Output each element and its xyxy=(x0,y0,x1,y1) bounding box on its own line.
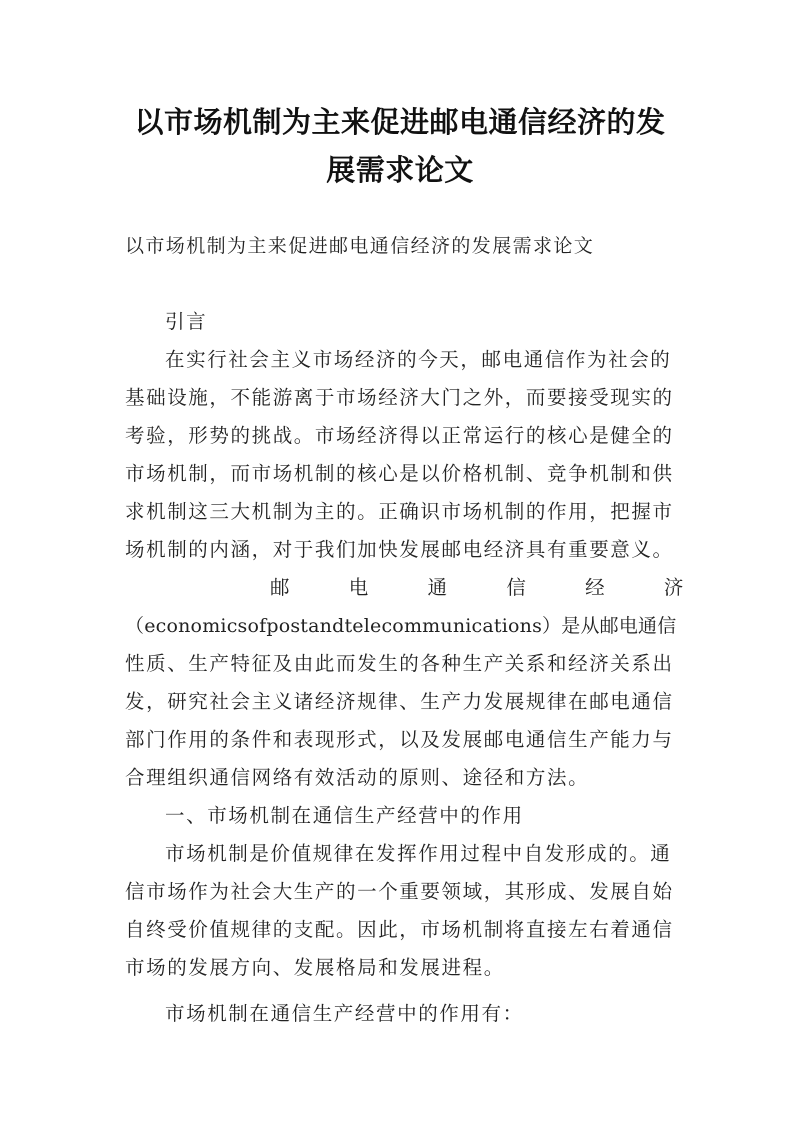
intro-heading: 引言 xyxy=(165,310,208,333)
para2-line-4: 发，研究社会主义诸经济规律、生产力发展规律在邮电通信 xyxy=(125,690,674,713)
title-line-2: 展需求论文 xyxy=(326,153,474,187)
para2-line-3: 性质、生产特征及由此而发生的各种生产关系和经济关系出 xyxy=(125,652,674,675)
para1-line-1: 在实行社会主义市场经济的今天，邮电通信作为社会的 xyxy=(165,348,672,371)
para3-line-1: 市场机制是价值规律在发挥作用过程中自发形成的。通 xyxy=(165,842,672,865)
document-subtitle: 以市场机制为主来促进邮电通信经济的发展需求论文 xyxy=(125,235,595,257)
para3-line-2: 信市场作为社会大生产的一个重要领域，其形成、发展自始 xyxy=(125,880,674,903)
para2-line-6: 合理组织通信网络有效活动的原则、途径和方法。 xyxy=(125,766,590,789)
para3-line-4: 市场的发展方向、发展格局和发展进程。 xyxy=(125,956,505,979)
para4-line-1: 市场机制在通信生产经营中的作用有： xyxy=(165,1002,524,1025)
para1-line-2: 基础设施，不能游离于市场经济大门之外，而要接受现实的 xyxy=(125,386,674,409)
document-title xyxy=(100,98,700,194)
para3-line-3: 自终受价值规律的支配。因此，市场机制将直接左右着通信 xyxy=(125,918,674,941)
para1-line-4: 市场机制，而市场机制的核心是以价格机制、竞争机制和供 xyxy=(125,462,674,485)
section1-heading: 一、市场机制在通信生产经营中的作用 xyxy=(165,804,524,827)
para2-line-1: 邮 电 通 信 经 济 xyxy=(270,576,685,599)
body-column xyxy=(125,303,685,1033)
title-line-1: 以市场机制为主来促进邮电通信经济的发 xyxy=(134,105,666,139)
para2-line-2: （economicsofpostandtelecommunications）是从邮电通信 xyxy=(125,615,677,637)
para1-line-3: 考验，形势的挑战。市场经济得以正常运行的核心是健全的 xyxy=(125,424,674,447)
para1-line-5: 求机制这三大机制为主的。正确识市场机制的作用，把握市 xyxy=(125,500,674,523)
para1-line-6: 场机制的内涵，对于我们加快发展邮电经济具有重要意义。 xyxy=(125,538,674,561)
para2-line-5: 部门作用的条件和表现形式，以及发展邮电通信生产能力与 xyxy=(125,728,674,751)
